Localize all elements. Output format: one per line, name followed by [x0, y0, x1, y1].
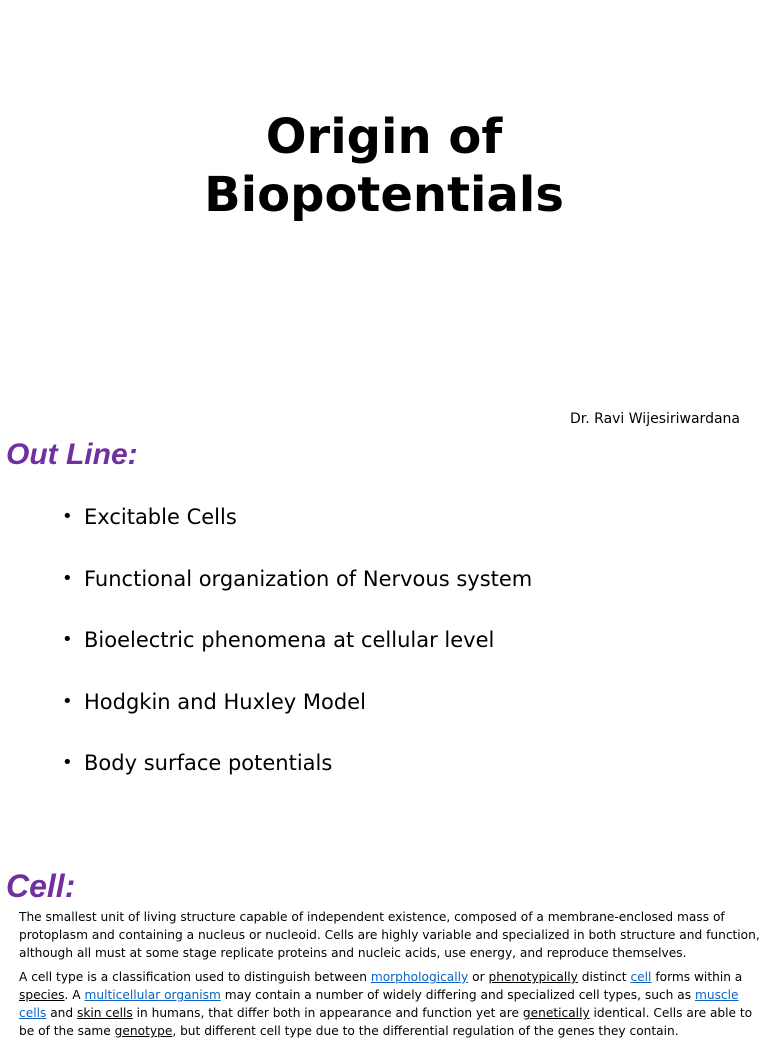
bullet-icon: •	[62, 506, 73, 527]
paragraph-text: , but different cell type due to the differential regulation of the genes they contain.	[172, 1024, 679, 1038]
paragraph-text: distinct	[577, 970, 631, 984]
species-link[interactable]: species	[19, 988, 65, 1002]
cell-link[interactable]: cell	[630, 970, 652, 984]
list-item-text: Excitable Cells	[84, 505, 237, 529]
list-item-text: Bioelectric phenomena at cellular level	[84, 628, 495, 652]
bullet-icon: •	[62, 629, 73, 650]
list-item-text: Functional organization of Nervous system	[84, 566, 533, 591]
outline-heading: Out Line:	[6, 438, 138, 471]
genotype-link[interactable]: genotype	[114, 1024, 173, 1038]
slide-title	[0, 108, 768, 224]
skin-cells-link[interactable]: skin cells	[77, 1006, 133, 1020]
paragraph-text: A cell type is a classification used to distinguish between	[19, 970, 371, 984]
list-item-text: Body surface potentials	[84, 751, 333, 775]
paragraph-text: forms within a	[651, 970, 743, 984]
title-line-1: Origin of	[265, 109, 503, 165]
list-item	[62, 502, 532, 564]
multicellular-organism-link[interactable]: multicellular organism	[84, 988, 221, 1002]
bullet-icon: •	[62, 752, 73, 773]
bullet-icon: •	[62, 567, 73, 589]
paragraph-text: may contain a number of widely differing and specialized cell types, such as	[220, 988, 695, 1002]
paragraph-text: identical. Cells are able to be of the same	[19, 1006, 753, 1038]
muscle-cells-link[interactable]: muscle cells	[19, 988, 739, 1020]
paragraph-text: . A	[64, 988, 85, 1002]
list-item	[62, 748, 532, 810]
paragraph-text: or	[468, 970, 489, 984]
phenotypically-link[interactable]: phenotypically	[488, 970, 578, 984]
bullet-icon: •	[62, 690, 73, 712]
paragraph-text: and	[46, 1006, 78, 1020]
list-item	[62, 564, 532, 626]
outline-list	[62, 502, 532, 810]
outline-slide	[0, 430, 768, 850]
list-item-text: Hodgkin and Huxley Model	[84, 689, 366, 714]
cell-type-paragraph	[19, 968, 761, 1040]
author-name: Dr. Ravi Wijesiriwardana	[570, 411, 740, 427]
list-item	[62, 625, 532, 687]
cell-heading: Cell:	[6, 868, 76, 904]
cell-slide	[0, 860, 768, 1038]
cell-definition-paragraph: The smallest unit of living structure capable of independent existence, composed of a membrane-enclosed mass of protoplasm and containing a nucleus or nucleoid. Cells are highly variable and specialized in both structure and function, although all must at some stage replicate proteins and nucleic acids, use energy, and reproduce themselves.	[19, 910, 760, 960]
title-line-2: Biopotentials	[204, 167, 564, 223]
title-slide	[0, 0, 768, 440]
list-item	[62, 687, 532, 749]
genetically-link[interactable]: genetically	[522, 1006, 590, 1020]
morphologically-link[interactable]: morphologically	[370, 970, 469, 984]
paragraph-text: in humans, that differ both in appearance and function yet are	[132, 1006, 523, 1020]
cell-body	[19, 908, 761, 1046]
